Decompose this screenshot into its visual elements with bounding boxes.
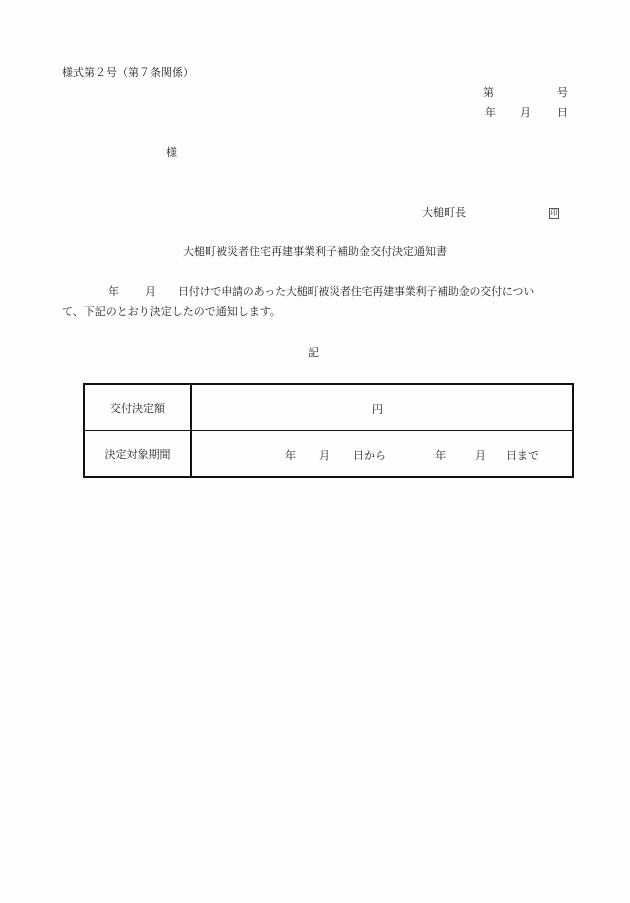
form-label: 様式第２号（第７条関係） — [62, 66, 194, 79]
issuer: 大槌町長 — [422, 206, 466, 219]
table-row — [84, 431, 573, 478]
body-year: 年 — [108, 285, 119, 298]
from-month: 月 — [319, 449, 330, 462]
period-cell — [191, 431, 573, 478]
ki-heading: 記 — [308, 346, 319, 359]
to-month: 月 — [475, 449, 486, 462]
amount-label: 交付決定額 — [84, 384, 191, 431]
from-day: 日から — [353, 449, 386, 462]
amount-unit: 円 — [372, 403, 383, 416]
document-title: 大槌町被災者住宅再建事業利子補助金交付決定通知書 — [183, 245, 447, 258]
body-line2: て、下記のとおり決定したので通知します。 — [62, 305, 281, 318]
number-prefix: 第 — [483, 86, 494, 99]
body-line1: 日付けで申請のあった大槌町被災者住宅再建事業利子補助金の交付につい — [178, 285, 535, 298]
date-year: 年 — [485, 106, 496, 119]
seal-mark: 印 — [550, 209, 558, 217]
date-month: 月 — [520, 106, 531, 119]
decision-table — [83, 383, 574, 478]
from-year: 年 — [285, 449, 296, 462]
date-day: 日 — [557, 106, 568, 119]
to-year: 年 — [435, 449, 446, 462]
body-month: 月 — [145, 285, 156, 298]
amount-cell — [191, 384, 573, 431]
table-row — [84, 384, 573, 431]
period-label: 決定対象期間 — [84, 431, 191, 478]
number-suffix: 号 — [557, 86, 568, 99]
to-day: 日まで — [506, 449, 539, 462]
addressee-suffix: 様 — [166, 146, 177, 159]
